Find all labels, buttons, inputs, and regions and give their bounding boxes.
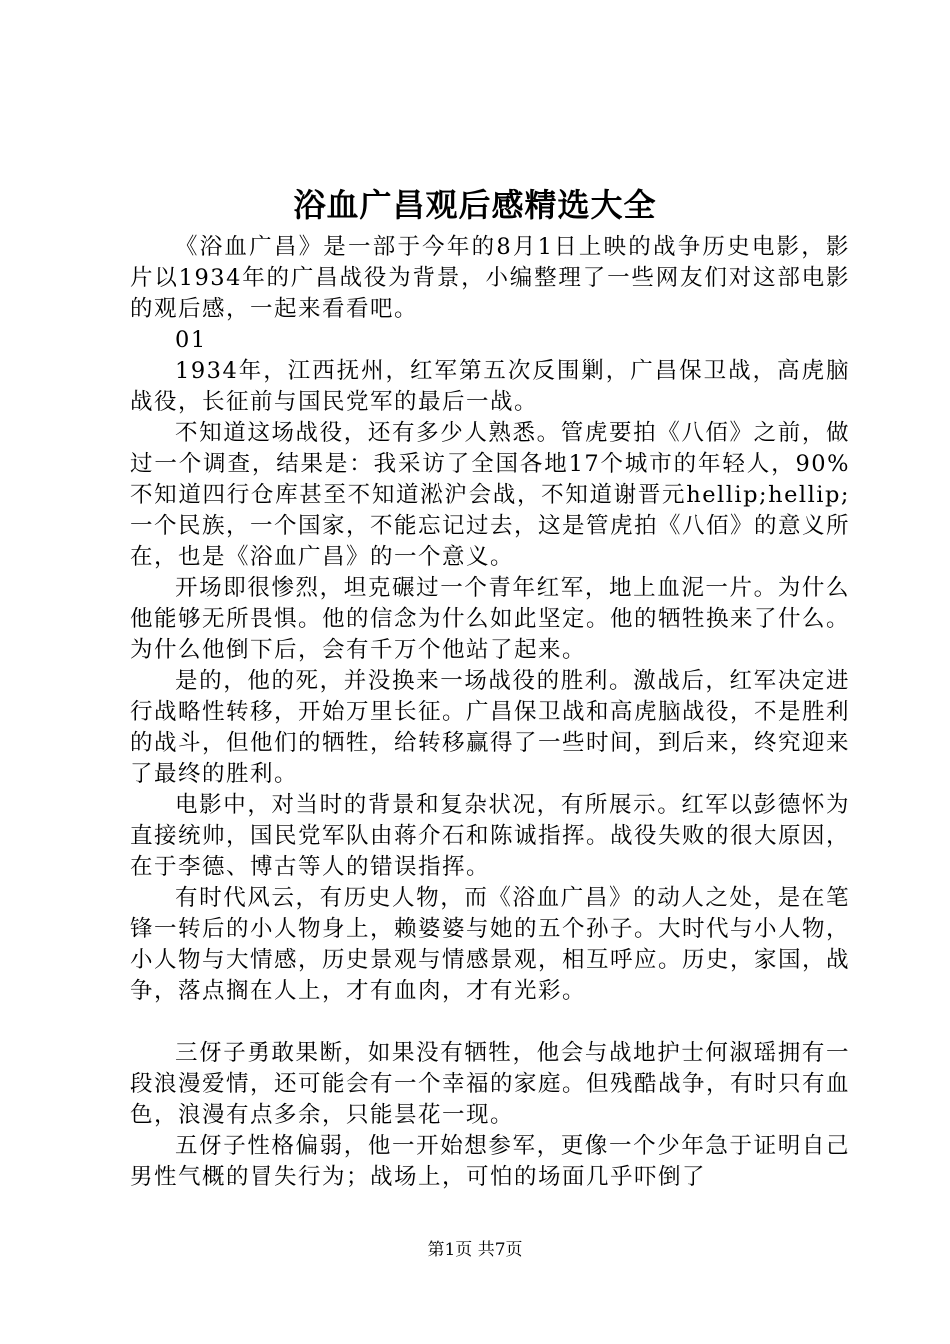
document-body	[130, 232, 850, 1193]
paragraph: 1934年，江西抚州，红军第五次反围剿，广昌保卫战，高虎脑战役，长征前与国民党军的最后一战。	[130, 358, 850, 415]
paragraph: 有时代风云，有历史人物，而《浴血广昌》的动人之处，是在笔锋一转后的小人物身上，赖婆婆与她的五个孙子。大时代与小人物，小人物与大情感，历史景观与情感景观，相互呼应。历史，家国，战争，落点搁在人上，才有血肉，才有光彩。	[130, 885, 851, 1004]
paragraph: 三伢子勇敢果断，如果没有牺牲，他会与战地护士何淑瑶拥有一段浪漫爱情，还可能会有一个幸福的家庭。但残酷战争，有时只有血色，浪漫有点多余，只能昙花一现。	[130, 1040, 851, 1128]
paragraph: 五伢子性格偏弱，他一开始想参军，更像一个少年急于证明自己男性气概的冒失行为；战场上，可怕的场面几乎吓倒了	[130, 1133, 850, 1190]
document-title: 浴血广昌观后感精选大全	[293, 186, 657, 224]
paragraph: 是的，他的死，并没换来一场战役的胜利。激战后，红军决定进行战略性转移，开始万里长征。广昌保卫战和高虎脑战役，不是胜利的战斗，但他们的牺牲，给转移赢得了一些时间，到后来，终究迎来了最终的胜利。	[130, 668, 851, 787]
paragraph: 电影中，对当时的背景和复杂状况，有所展示。红军以彭德怀为直接统帅，国民党军队由蒋介石和陈诚指挥。战役失败的很大原因，在于李德、博古等人的错误指挥。	[130, 792, 851, 880]
paragraph: 不知道这场战役，还有多少人熟悉。管虎要拍《八佰》之前，做过一个调查，结果是：我采访了全国各地17个城市的年轻人，90%不知道四行仓库甚至不知道淞沪会战，不知道谢晋元hellip;hellip;一个民族，一个国家，不能忘记过去，这是管虎拍《八佰》的意义所在，也是《浴血广昌》的一个意义。	[130, 420, 851, 570]
paragraph: 开场即很惨烈，坦克碾过一个青年红军，地上血泥一片。为什么他能够无所畏惧。他的信念为什么如此坚定。他的牺牲换来了什么。为什么他倒下后，会有千万个他站了起来。	[130, 575, 851, 663]
section-number: 01	[175, 327, 207, 353]
paragraph-intro: 《浴血广昌》是一部于今年的8月1日上映的战争历史电影，影片以1934年的广昌战役为背景，小编整理了一些网友们对这部电影的观后感，一起来看看吧。	[130, 234, 850, 322]
page-footer: 第1页 共7页	[427, 1240, 523, 1260]
